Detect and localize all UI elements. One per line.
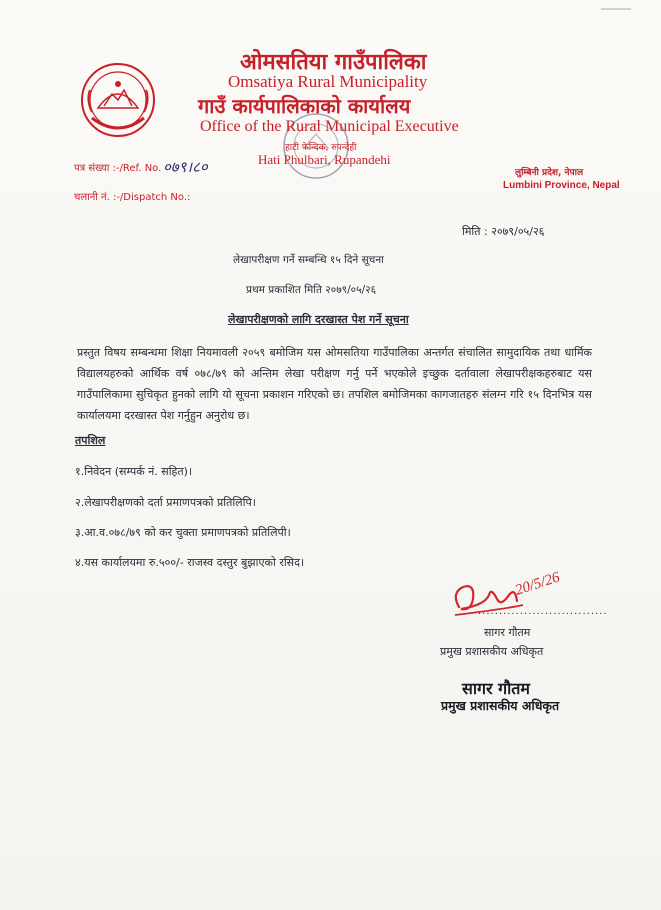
signature-line: ............................... [478, 606, 608, 617]
dispatch-label: चलानी नं. :-/Dispatch No.: [74, 192, 191, 203]
list-item: १.निवेदन (सम्पर्क नं. सहित)। [75, 465, 193, 478]
ref-label: पत्र संख्या :-/Ref. No. [74, 163, 162, 174]
signature-date: 20/5/26 [513, 569, 562, 599]
list-item: २.लेखापरीक्षणको दर्ता प्रमाणपत्रको प्रतिलिपि। [75, 496, 256, 509]
municipality-name-en: Omsatiya Rural Municipality [228, 72, 428, 91]
signatory-designation: प्रमुख प्रशासकीय अधिकृत [440, 645, 544, 658]
notice-publish-date: प्रथम प्रकाशित मिति २०७९/०५/२६ [246, 284, 377, 296]
municipality-name-np: ओमसतिया गाउँपालिका [240, 50, 427, 75]
notice-subject: लेखापरीक्षणको लागि दरखास्त पेश गर्ने सूचना [228, 313, 409, 326]
office-name-en: Office of the Rural Municipal Executive [200, 118, 459, 135]
address-np: हाटी फेन्दिक, रुपन्देही [285, 143, 357, 153]
office-name-np: गाउँ कार्यपालिकाको कार्यालय [198, 94, 411, 118]
signatory-name: सागर गौतम [484, 626, 531, 639]
address-en: Hati Phulbari, Rupandehi [258, 152, 391, 167]
notice-title: लेखापरीक्षण गर्ने सम्बन्धि १५ दिने सूचना [233, 254, 384, 266]
municipality-emblem-icon [78, 60, 158, 140]
letter-date: मिति : २०७९/०५/२६ [462, 225, 545, 238]
province-en: Lumbini Province, Nepal [503, 180, 620, 191]
list-item: ३.आ.व.०७८/७९ को कर चुक्ता प्रमाणपत्रको प्रतिलिपी। [75, 526, 291, 539]
name-stamp: सागर गौतम [462, 679, 530, 698]
designation-stamp: प्रमुख प्रशासकीय अधिकृत [441, 698, 560, 713]
list-item: ४.यस कार्यालयमा रु.५००/- राजस्व दस्तुर बुझाएको रसिद। [75, 556, 305, 569]
notice-body: प्रस्तुत विषय सम्बन्धमा शिक्षा नियमावली २०५९ बमोजिम यस ओमसतिया गाउँपालिका अन्तर्गत संचालित सामुदायिक तथा धार्मिक विद्यालयहरुको आर्थिक वर्ष ०७८/७९ को अन्तिम लेखा परीक्षण गर्नु पर्ने भएकोले इच्छुक दर्तावाला लेखापरीक्षकहरुबाट यस गाउँपालिकामा सुचिकृत हुनको लागि यो सूचना प्रकाशन गरिएको छ। तपशिल बमोजिमका कागजातहरु संलग्न गरि १५ दिनभित्र यस कार्यालयमा दरखास्त पेश गर्नुहुन अनुरोध छ। [77, 346, 592, 422]
ref-value: ०७९।८० [163, 158, 208, 176]
page-mark [601, 8, 631, 10]
province-np: लुम्बिनी प्रदेश, नेपाल [515, 168, 584, 178]
list-heading: तपशिल [75, 434, 106, 447]
